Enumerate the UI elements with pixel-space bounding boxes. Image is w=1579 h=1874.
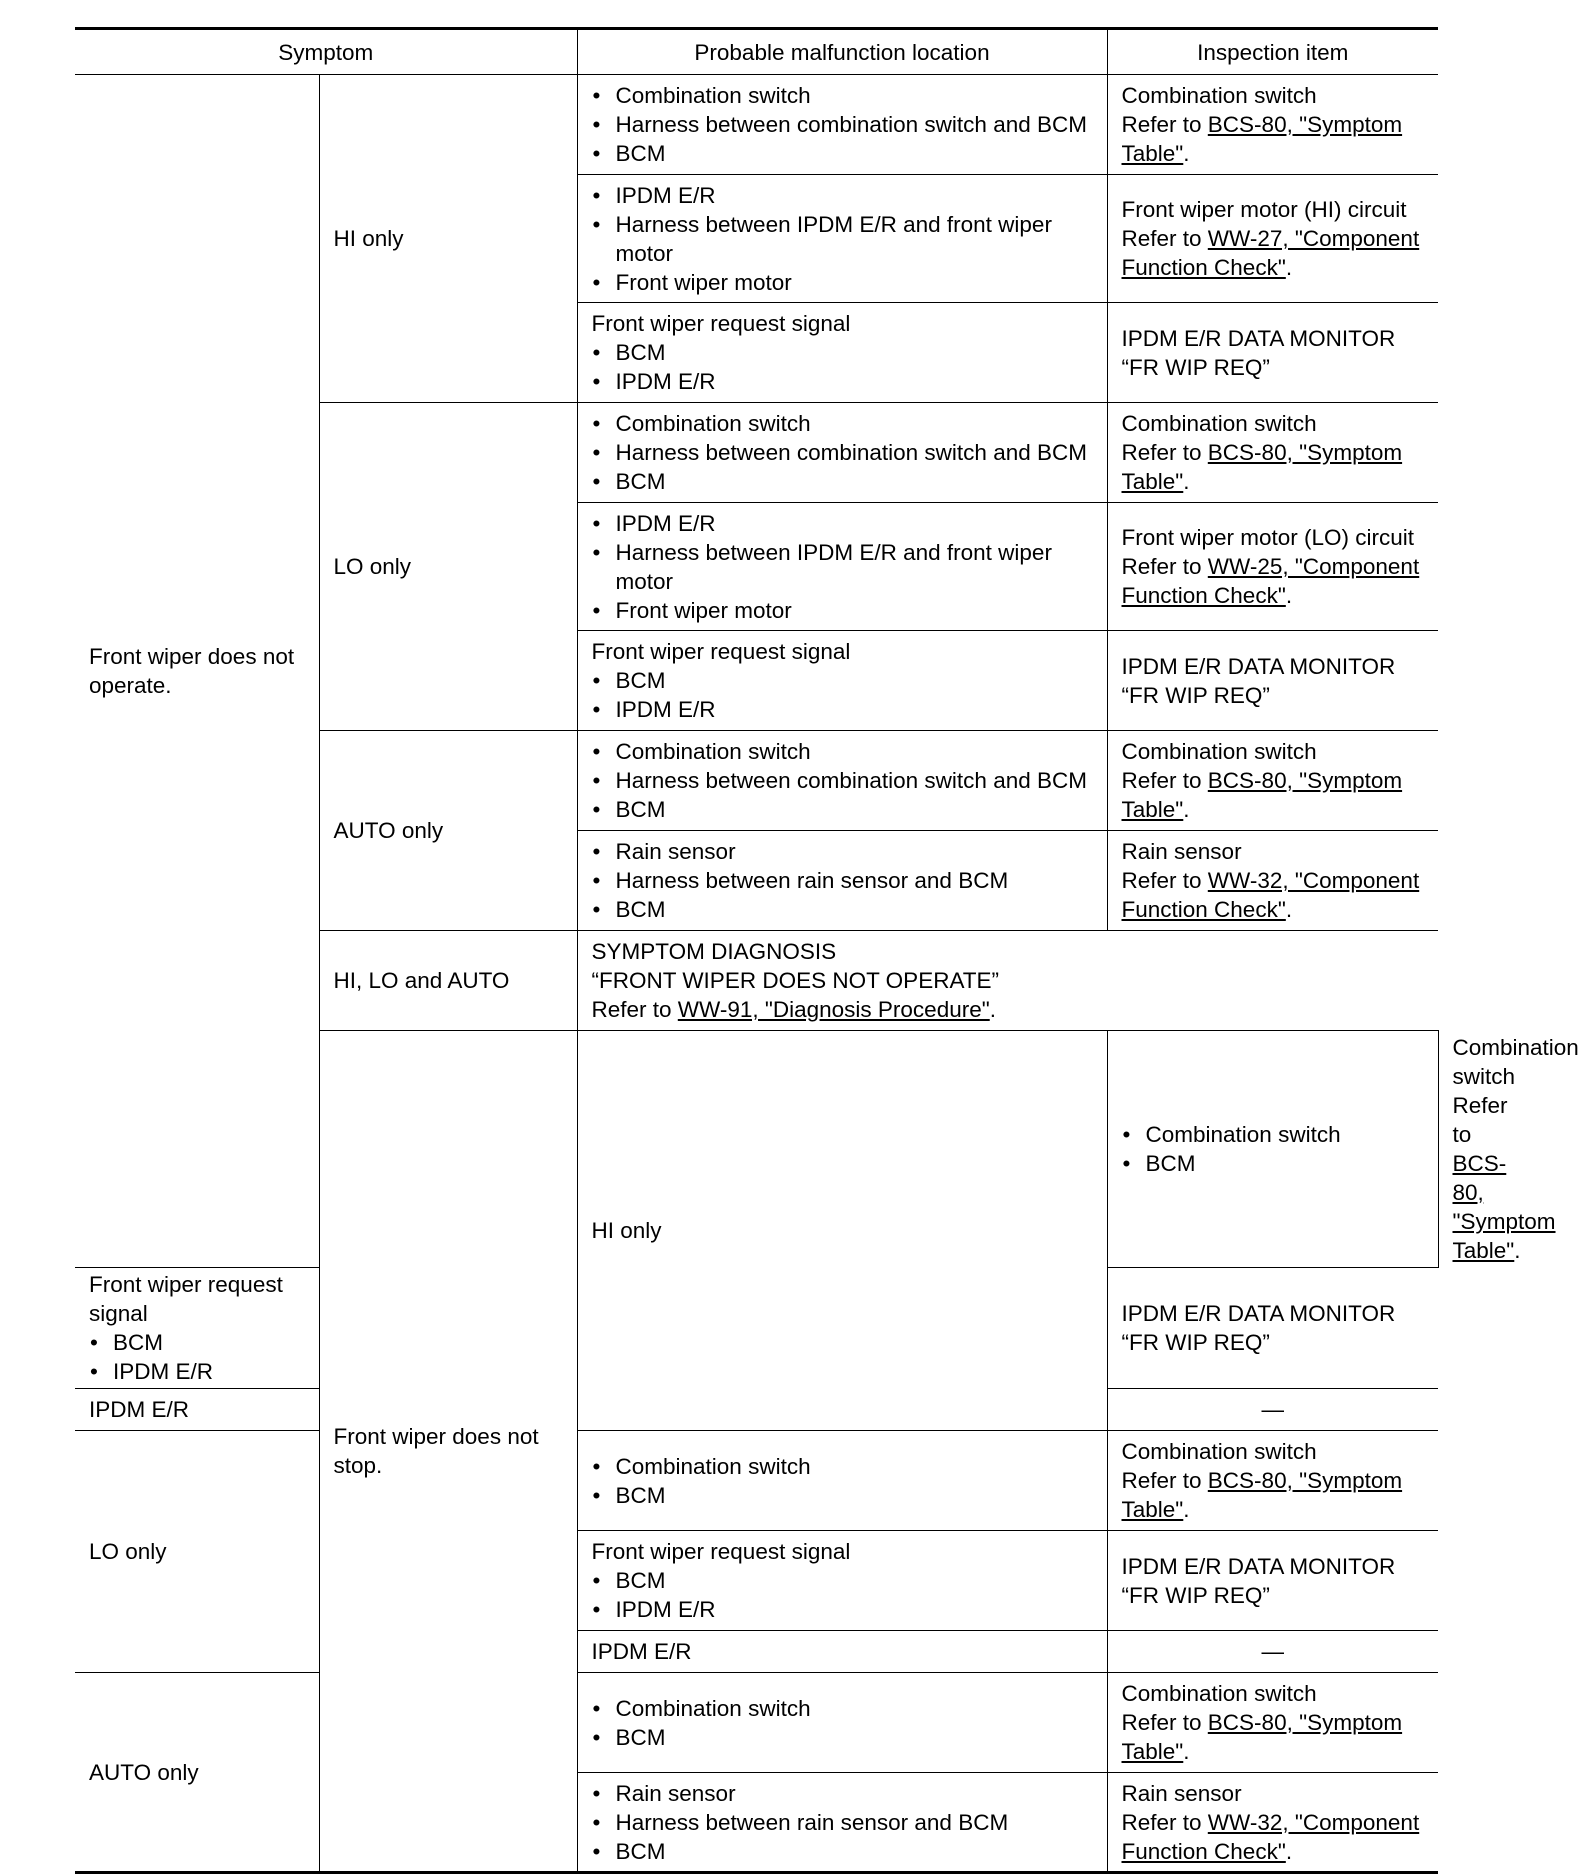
fr-wip-req-label: “FR WIP REQ” [1121, 354, 1270, 380]
list-item: • BCM [592, 795, 1093, 824]
mode-auto-only: AUTO only [75, 1673, 319, 1873]
refer-text: Refer to [1121, 1468, 1208, 1493]
request-signal-label: Front wiper request signal [89, 1272, 283, 1326]
symptom-header: Symptom [75, 29, 577, 75]
mode-hi-only: HI only [319, 75, 577, 403]
inspection-title: Rain sensor [1121, 839, 1242, 864]
location-cell [577, 403, 1107, 503]
bcs-80-link[interactable]: BCS-80, "Symptom Table" [1121, 1710, 1403, 1764]
location-cell [577, 503, 1107, 631]
ww-27-link[interactable]: WW-27, "Component Function Check" [1121, 226, 1420, 280]
table-row [75, 75, 1438, 175]
mode-auto-only: AUTO only [319, 731, 577, 931]
refer-text: Refer to [1121, 1809, 1208, 1835]
list-item: • BCM [89, 1328, 305, 1357]
inspection-title: Front wiper motor (HI) circuit [1121, 197, 1407, 222]
dash-cell: — [1107, 1389, 1438, 1431]
inspection-cell [1107, 1773, 1438, 1873]
location-cell [577, 75, 1107, 175]
list-item: • BCM [592, 338, 1093, 367]
mode-hi-only: HI only [577, 1031, 1107, 1431]
refer-text: Refer to [1121, 554, 1208, 579]
refer-text: Refer to [1121, 112, 1208, 137]
inspection-title: Combination switch [1121, 83, 1317, 108]
list-item: • Harness between IPDM E/R and front wiper motor [592, 210, 1093, 268]
mode-lo-only: LO only [75, 1431, 319, 1673]
location-cell [577, 931, 1438, 1031]
list-item: • BCM [592, 1837, 1093, 1866]
location-cell: IPDM E/R [75, 1389, 319, 1431]
list-item: • BCM [592, 139, 1093, 168]
data-monitor-label: IPDM E/R DATA MONITOR [1121, 1553, 1396, 1579]
list-item: • BCM [592, 666, 1093, 695]
location-cell [1107, 1031, 1438, 1268]
period: . [1514, 1238, 1521, 1263]
inspection-cell [1107, 831, 1438, 931]
inspection-title: Combination switch [1121, 411, 1317, 436]
inspection-title: Combination switch [1121, 739, 1317, 764]
period: . [1183, 1739, 1190, 1764]
inspection-cell [1107, 731, 1438, 831]
list-item: • IPDM E/R [89, 1357, 305, 1386]
period: . [1183, 797, 1190, 822]
list-item: • Harness between combination switch and BCM [592, 438, 1093, 467]
inspection-cell [1107, 503, 1438, 631]
fr-wip-req-label: “FR WIP REQ” [1121, 1330, 1270, 1355]
location-cell [577, 731, 1107, 831]
list-item: • Rain sensor [592, 1779, 1093, 1808]
list-item: • BCM [592, 1481, 1093, 1510]
data-monitor-label: IPDM E/R DATA MONITOR [1121, 653, 1396, 679]
inspection-cell [1107, 1673, 1438, 1773]
ww-25-link[interactable]: WW-25, "Component Function Check" [1121, 554, 1420, 608]
symptom-diagnosis-label: SYMPTOM DIAGNOSIS [591, 939, 837, 964]
mode-lo-only: LO only [319, 403, 577, 731]
list-item: • Combination switch [592, 737, 1093, 766]
refer-text: Refer to [1121, 226, 1208, 251]
refer-text: Refer to [1121, 768, 1208, 793]
inspection-title: Combination switch [1121, 1681, 1317, 1706]
period: . [1183, 1497, 1190, 1522]
list-item: • BCM [592, 1723, 1093, 1752]
list-item: • Combination switch [592, 409, 1093, 438]
location-cell [577, 1773, 1107, 1873]
refer-text: Refer to [1121, 1710, 1208, 1735]
does-not-operate-quote: “FRONT WIPER DOES NOT OPERATE” [591, 968, 1000, 993]
refer-text: Refer to [591, 997, 678, 1022]
ww-32-link[interactable]: WW-32, "Component Function Check" [1121, 868, 1420, 922]
fr-wip-req-label: “FR WIP REQ” [1121, 1582, 1270, 1608]
list-item: • Harness between combination switch and BCM [592, 110, 1093, 139]
table-row [75, 1431, 1438, 1531]
ww-91-link[interactable]: WW-91, "Diagnosis Procedure" [677, 997, 990, 1022]
refer-text: Refer to [1452, 1093, 1508, 1147]
location-cell [577, 1673, 1107, 1773]
list-item: • BCM [592, 467, 1093, 496]
location-cell [577, 1531, 1107, 1631]
location-cell [577, 303, 1107, 403]
bcs-80-link[interactable]: BCS-80, "Symptom Table" [1121, 112, 1403, 166]
table-header-row [75, 29, 1438, 75]
inspection-cell [1107, 1268, 1438, 1389]
data-monitor-label: IPDM E/R DATA MONITOR [1121, 1301, 1396, 1326]
bcs-80-link[interactable]: BCS-80, "Symptom Table" [1121, 768, 1403, 822]
period: . [1285, 897, 1293, 922]
period: . [1285, 255, 1293, 280]
mode-hi-lo-auto: HI, LO and AUTO [319, 931, 577, 1031]
period: . [989, 997, 996, 1022]
refer-text: Refer to [1121, 440, 1208, 465]
request-signal-label: Front wiper request signal [591, 1539, 851, 1564]
inspection-cell [1107, 1531, 1438, 1631]
location-cell: IPDM E/R [577, 1631, 1107, 1673]
list-item: • Combination switch [592, 81, 1093, 110]
inspection-cell [1107, 403, 1438, 503]
list-item: • Harness between rain sensor and BCM [592, 1808, 1093, 1837]
list-item: • IPDM E/R [592, 367, 1093, 396]
list-item: • Front wiper motor [592, 596, 1093, 625]
list-item: • IPDM E/R [592, 509, 1093, 538]
ww-32-link[interactable]: WW-32, "Component Function Check" [1121, 1809, 1420, 1864]
location-header: Probable malfunction location [577, 29, 1107, 75]
refer-text: Refer to [1121, 868, 1208, 893]
list-item: • Harness between combination switch and BCM [592, 766, 1093, 795]
location-cell [577, 175, 1107, 303]
list-item: • Combination switch [1122, 1120, 1424, 1149]
symptom-table [75, 27, 1579, 1874]
inspection-title: Rain sensor [1121, 1780, 1242, 1806]
list-item: • Rain sensor [592, 837, 1093, 866]
list-item: • BCM [592, 1566, 1093, 1595]
list-item: • IPDM E/R [592, 181, 1093, 210]
table-row [75, 1673, 1438, 1773]
bcs-80-link[interactable]: BCS-80, "Symptom Table" [1121, 440, 1403, 494]
list-item: • BCM [592, 895, 1093, 924]
inspection-cell [1107, 631, 1438, 731]
bcs-80-link[interactable]: BCS-80, "Symptom Table" [1452, 1151, 1556, 1263]
request-signal-label: Front wiper request signal [591, 639, 851, 664]
list-item: • IPDM E/R [592, 1595, 1093, 1624]
period: . [1285, 583, 1293, 608]
list-item: • Harness between rain sensor and BCM [592, 866, 1093, 895]
inspection-title: Front wiper motor (LO) circuit [1121, 525, 1415, 550]
inspection-cell [1107, 303, 1438, 403]
dash-cell: — [1107, 1631, 1438, 1673]
location-cell [577, 1431, 1107, 1531]
inspection-header: Inspection item [1107, 29, 1438, 75]
list-item: • Combination switch [592, 1452, 1093, 1481]
data-monitor-label: IPDM E/R DATA MONITOR [1121, 325, 1396, 351]
location-cell [75, 1268, 319, 1389]
list-item: • Combination switch [592, 1694, 1093, 1723]
period: . [1285, 1838, 1293, 1864]
list-item: • Harness between IPDM E/R and front wiper motor [592, 538, 1093, 596]
list-item: • IPDM E/R [592, 695, 1093, 724]
request-signal-label: Front wiper request signal [591, 311, 851, 336]
inspection-title: Combination switch [1121, 1439, 1317, 1464]
location-cell [577, 831, 1107, 931]
location-cell [577, 631, 1107, 731]
list-item: • Front wiper motor [592, 268, 1093, 297]
bcs-80-link[interactable]: BCS-80, "Symptom Table" [1121, 1468, 1403, 1522]
symptom-group-not-operate: Front wiper does not operate. [75, 75, 319, 1268]
period: . [1183, 141, 1190, 166]
period: . [1183, 469, 1190, 494]
list-item: • BCM [1122, 1149, 1424, 1178]
fr-wip-req-label: “FR WIP REQ” [1121, 682, 1270, 708]
inspection-cell [1107, 75, 1438, 175]
table-row: Front wiper does not stop. HI only • Combination switch • BCM Combination switch Refer to BCS-80, "Symptom Table". [75, 1031, 1438, 1268]
symptom-group-not-stop: Front wiper does not stop. [319, 1031, 577, 1873]
inspection-cell [1107, 1431, 1438, 1531]
inspection-cell [1107, 175, 1438, 303]
